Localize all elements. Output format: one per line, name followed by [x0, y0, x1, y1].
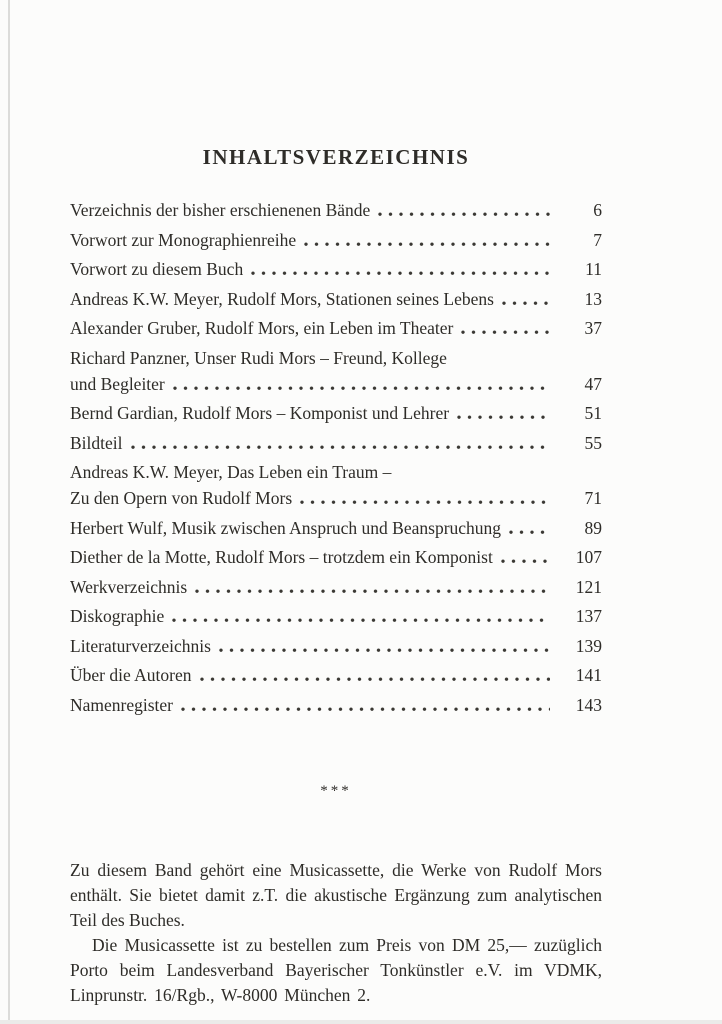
- toc-entry-page: 47: [584, 373, 602, 394]
- dot-leader: [502, 301, 550, 306]
- toc-entry-page: 6: [593, 200, 602, 220]
- toc-entry: [70, 461, 602, 509]
- toc-entry: [70, 664, 602, 686]
- toc-entry: [70, 694, 602, 716]
- toc-entry: [70, 317, 602, 339]
- toc-entry-title: Vorwort zu diesem Buch: [70, 259, 244, 279]
- toc-entry-title: Alexander Gruber, Rudolf Mors, ein Leben im Theater: [70, 318, 454, 338]
- toc-entry: [70, 229, 602, 251]
- toc-list: [70, 199, 602, 723]
- toc-entry-title: Diskographie: [70, 606, 165, 626]
- scan-gutter-line: [8, 0, 10, 1024]
- dot-leader: [251, 271, 550, 276]
- dot-leader: [509, 530, 550, 535]
- toc-entry-title: Andreas K.W. Meyer, Rudolf Mors, Stationen seines Lebens: [70, 288, 494, 309]
- dot-leader: [131, 445, 551, 450]
- toc-entry-wrap-line: Andreas K.W. Meyer, Das Leben ein Traum –: [70, 462, 392, 482]
- toc-entry-title: Werkverzeichnis: [70, 576, 188, 597]
- toc-entry-title: Namenregister: [70, 694, 174, 715]
- toc-entry-page: 11: [585, 259, 602, 279]
- toc-entry-title: Literaturverzeichnis: [70, 635, 211, 656]
- toc-entry-page: 51: [584, 403, 602, 423]
- toc-entry-title: Über die Autoren: [70, 665, 192, 685]
- cassette-note-paragraph-2: Die Musicassette ist zu bestellen zum Preis von DM 25,— zuzüglich Porto beim Landesverband Bayerischer Tonkünstler e.V. im VDMK, Linprunstr. 16/Rgb., W-8000 München 2.: [70, 935, 602, 1005]
- toc-entry-page: 71: [584, 488, 602, 508]
- toc-entry-title: Diether de la Motte, Rudolf Mors – trotzdem ein Komponist: [70, 547, 493, 567]
- toc-entry-title: Zu den Opern von Rudolf Mors: [70, 488, 293, 508]
- section-separator: ***: [320, 783, 352, 799]
- toc-entry-page: 139: [575, 635, 602, 656]
- toc-entry: [70, 517, 602, 539]
- toc-entry-wrap-line: Richard Panzner, Unser Rudi Mors – Freund, Kollege: [70, 347, 447, 368]
- toc-entry: [70, 546, 602, 568]
- toc-entry-page: 13: [584, 288, 602, 309]
- dot-leader: [378, 212, 550, 217]
- toc-entry-page: 121: [575, 576, 602, 597]
- toc-entry-page: 143: [575, 694, 602, 715]
- page-title: INHALTSVERZEICHNIS: [202, 145, 470, 170]
- toc-entry-title: Herbert Wulf, Musik zwischen Anspruch und Beanspruchung: [70, 517, 502, 538]
- toc-entry: [70, 199, 602, 221]
- dot-leader: [304, 242, 550, 247]
- toc-entry: [70, 635, 602, 657]
- toc-entry: [70, 288, 602, 310]
- toc-entry: [70, 347, 602, 395]
- dot-leader: [172, 618, 550, 623]
- dot-leader: [501, 559, 550, 564]
- toc-entry-page: 37: [584, 318, 602, 338]
- toc-entry-title: Bildteil: [70, 432, 123, 453]
- dot-leader: [181, 707, 550, 712]
- toc-entry-page: 7: [593, 229, 602, 250]
- toc-entry: [70, 605, 602, 627]
- toc-entry-page: 107: [575, 547, 602, 567]
- toc-entry: [70, 432, 602, 454]
- dot-leader: [461, 330, 550, 335]
- toc-entry-page: 137: [575, 606, 602, 626]
- dot-leader: [219, 648, 550, 653]
- toc-entry-page: 55: [584, 432, 602, 453]
- dot-leader: [173, 386, 550, 391]
- toc-entry-title: Bernd Gardian, Rudolf Mors – Komponist und Lehrer: [70, 403, 450, 423]
- cassette-note: [70, 858, 602, 1008]
- toc-entry-page: 89: [584, 517, 602, 538]
- toc-entry: [70, 258, 602, 280]
- scan-bottom-edge: [0, 1020, 722, 1024]
- toc-entry: [70, 402, 602, 424]
- toc-entry-title: Vorwort zur Monographienreihe: [70, 229, 297, 250]
- cassette-note-paragraph-1: Zu diesem Band gehört eine Musicassette, die Werke von Rudolf Mors enthält. Sie bietet damit z.T. die akustische Ergänzung zum analytischen Teil des Buches.: [70, 860, 602, 930]
- toc-entry-page: 141: [575, 665, 602, 685]
- dot-leader: [195, 589, 550, 594]
- dot-leader: [457, 415, 550, 420]
- toc-entry-title: Verzeichnis der bisher erschienenen Bände: [70, 200, 371, 220]
- toc-entry-title: und Begleiter: [70, 373, 165, 394]
- toc-entry: [70, 576, 602, 598]
- dot-leader: [300, 500, 550, 505]
- dot-leader: [200, 677, 551, 682]
